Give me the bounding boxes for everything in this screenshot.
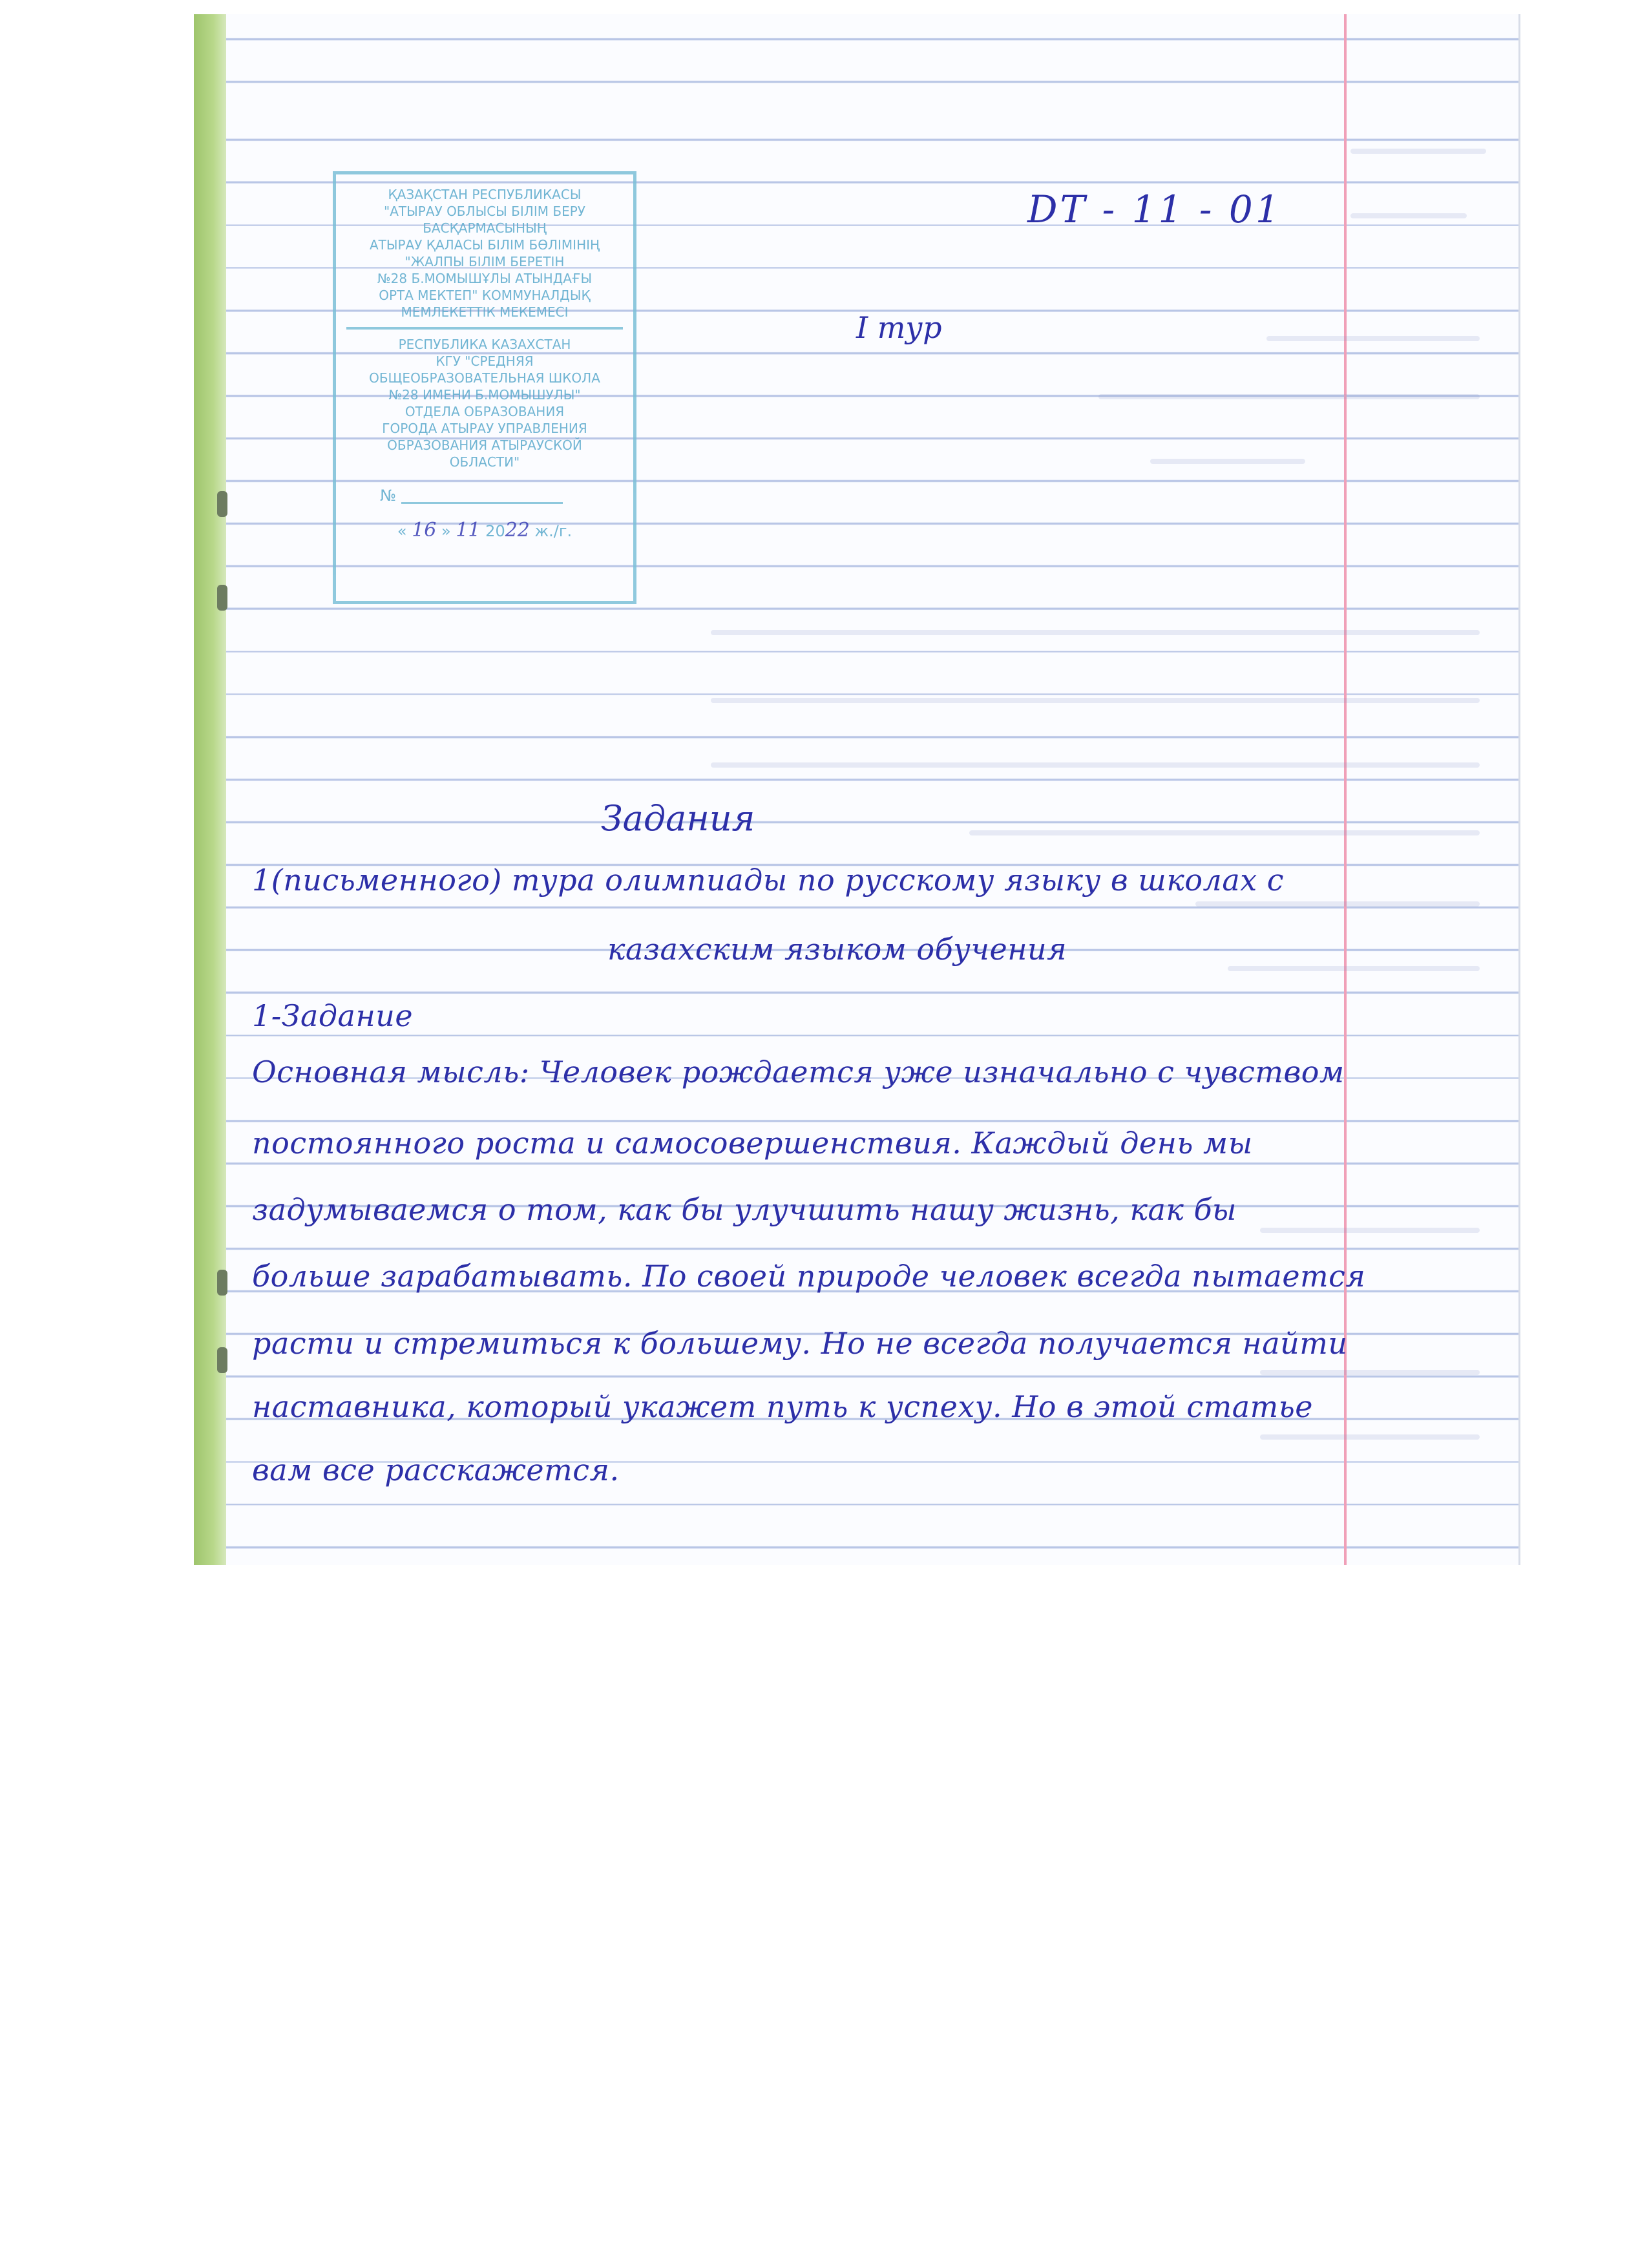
task-number-heading: 1-Задание <box>252 998 414 1033</box>
bleed-through-mark <box>1350 149 1486 154</box>
tour-label: I тур <box>856 310 942 345</box>
binding-staple <box>217 491 227 517</box>
binding-staple <box>217 585 227 611</box>
text-line: постоянного роста и самосовершенствия. Каждый день мы <box>252 1126 1253 1160</box>
bleed-through-mark <box>711 762 1480 768</box>
bleed-through-mark <box>1195 901 1480 907</box>
participant-code: DT - 11 - 01 <box>1027 187 1282 231</box>
bleed-through-mark <box>1098 394 1480 399</box>
text-line: 1(письменного) тура олимпиады по русскому языку в школах с <box>252 863 1285 898</box>
stamp-date-day: 16 <box>412 519 437 541</box>
bleed-through-mark <box>711 630 1480 635</box>
stamp-date-mid: » <box>441 522 451 540</box>
stamp-date-line <box>341 519 628 541</box>
text-line: задумываемся о том, как бы улучшить нашу жизнь, как бы <box>252 1192 1237 1227</box>
bleed-through-mark <box>1266 336 1480 341</box>
stamp-divider <box>346 327 623 330</box>
stamp-date-open: « <box>397 522 407 540</box>
bleed-through-mark <box>1350 213 1467 218</box>
stamp-number-blank <box>401 502 563 504</box>
text-line: наставника, который укажет путь к успеху. Но в этой статье <box>252 1389 1314 1424</box>
binding-staple <box>217 1270 227 1296</box>
school-stamp <box>333 171 636 604</box>
binding-staple <box>217 1347 227 1373</box>
stamp-number-label: № <box>380 487 396 505</box>
bleed-through-mark <box>1260 1434 1480 1440</box>
text-line: казахским языком обучения <box>607 932 1067 967</box>
text-line: расти и стремиться к большему. Но не всегда получается найти <box>252 1326 1348 1361</box>
stamp-kazakh-text: ҚАЗАҚСТАН РЕСПУБЛИКАСЫ "АТЫРАУ ОБЛЫСЫ БІЛІМ БЕРУ БАСҚАРМАСЫНЫҢ АТЫРАУ ҚАЛАСЫ БІЛІМ БӨЛІМІНІҢ "ЖАЛПЫ БІЛІМ БЕРЕТІН №28 Б.МОМЫШҰЛЫ АТЫНДАҒЫ ОРТА МЕКТЕП" КОММУНАЛДЫҚ МЕМЛЕКЕТТІК МЕКЕМЕСІ <box>369 187 600 320</box>
text-line: Основная мысль: Человек рождается уже изначально с чувством <box>252 1055 1345 1089</box>
stamp-russian-text: РЕСПУБЛИКА КАЗАХСТАН КГУ "СРЕДНЯЯ ОБЩЕОБРАЗОВАТЕЛЬНАЯ ШКОЛА №28 ИМЕНИ Б.МОМЫШУЛЫ" ОТДЕЛА ОБРАЗОВАНИЯ ГОРОДА АТЫРАУ УПРАВЛЕНИЯ ОБРАЗОВАНИЯ АТЫРАУСКОЙ ОБЛАСТИ" <box>369 337 600 470</box>
stamp-number-line <box>380 487 628 504</box>
text-line: больше зарабатывать. По своей природе человек всегда пытается <box>252 1259 1366 1294</box>
stamp-date-month: 11 <box>456 519 481 541</box>
text-line: вам все расскажется. <box>252 1453 620 1487</box>
bleed-through-mark <box>969 830 1480 835</box>
stamp-date-suffix: ж./г. <box>534 522 572 540</box>
notebook-binding-edge <box>194 14 226 1565</box>
stamp-date-year: 22 <box>505 519 530 541</box>
bleed-through-mark <box>711 698 1480 703</box>
assignment-heading: Задания <box>601 798 755 839</box>
bleed-through-mark <box>1150 459 1305 464</box>
bleed-through-mark <box>1260 1370 1480 1375</box>
bleed-through-mark <box>1260 1228 1480 1233</box>
stamp-date-year-prefix: 20 <box>485 522 505 540</box>
bleed-through-mark <box>1228 966 1480 971</box>
